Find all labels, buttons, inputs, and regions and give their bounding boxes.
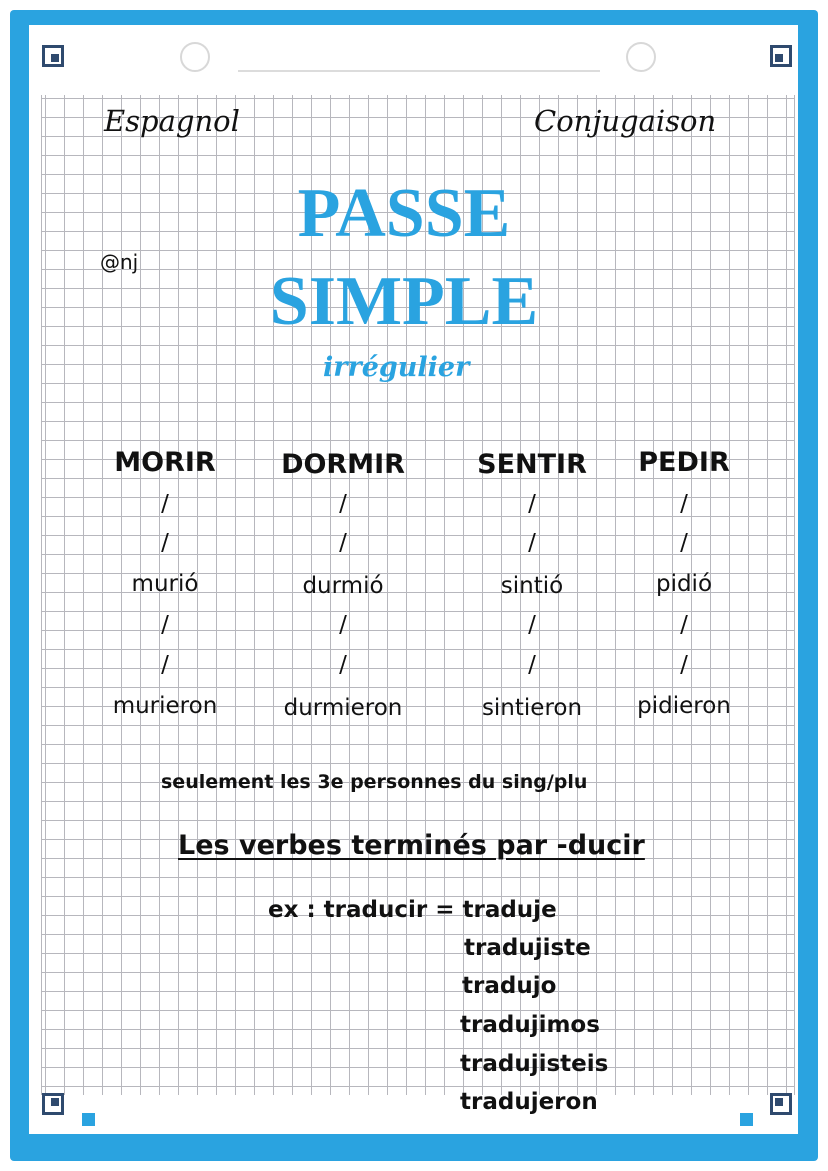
conjugation-cell: /: [680, 652, 688, 678]
conjugation-cell: durmió: [302, 573, 384, 599]
conjugation-cell: durmieron: [283, 695, 403, 721]
conjugation-cell: murió: [131, 571, 199, 597]
corner-dot-icon: [740, 1113, 753, 1126]
conjugation-cell: /: [161, 530, 169, 556]
conjugation-cell: /: [680, 612, 688, 638]
author-handle: @nj: [100, 250, 139, 274]
conjugation-cell: sintieron: [481, 695, 583, 721]
conjugation-cell: pidió: [655, 571, 713, 597]
conjugation-cell: /: [339, 491, 347, 517]
conjugation-cell: /: [528, 612, 536, 638]
verb-heading: MORIR: [114, 447, 216, 478]
conjugation-cell: /: [528, 491, 536, 517]
example-form: tradujiste: [464, 935, 591, 961]
corner-mark-icon: [770, 45, 792, 67]
conjugation-cell: /: [161, 491, 169, 517]
example-form: tradujisteis: [460, 1051, 609, 1077]
example-line: ex : traducir = traduje: [268, 897, 557, 923]
conjugation-cell: /: [339, 652, 347, 678]
example-form: tradujimos: [460, 1012, 600, 1038]
conjugation-cell: /: [339, 612, 347, 638]
example-form: tradujo: [462, 973, 557, 999]
page-title-line1: PASSE: [297, 175, 511, 252]
conjugation-cell: sintió: [500, 573, 564, 599]
conjugation-cell: /: [161, 652, 169, 678]
verb-heading: DORMIR: [281, 449, 405, 480]
conjugation-cell: /: [528, 652, 536, 678]
corner-dot-icon: [82, 1113, 95, 1126]
corner-mark-icon: [42, 45, 64, 67]
example-form: tradujeron: [460, 1089, 598, 1115]
binder-hole-left: [180, 42, 210, 72]
corner-mark-icon: [770, 1093, 792, 1115]
conjugation-cell: murieron: [112, 693, 218, 719]
binder-hole-right: [626, 42, 656, 72]
subject-label: Espagnol: [104, 104, 240, 138]
conjugation-cell: /: [161, 612, 169, 638]
top-rule: [238, 70, 600, 72]
verb-heading: PEDIR: [638, 447, 730, 478]
usage-note: seulement les 3e personnes du sing/plu: [161, 771, 588, 793]
conjugation-cell: /: [528, 530, 536, 556]
conjugation-cell: /: [680, 530, 688, 556]
corner-mark-icon: [42, 1093, 64, 1115]
section-heading: Les verbes terminés par -ducir: [178, 830, 645, 861]
page-subtitle: irrégulier: [323, 352, 470, 383]
page-title-line2: SIMPLE: [269, 263, 539, 340]
verb-heading: SENTIR: [477, 449, 587, 480]
conjugation-cell: /: [339, 530, 347, 556]
topic-label: Conjugaison: [534, 104, 717, 138]
conjugation-cell: pidieron: [637, 693, 731, 719]
conjugation-cell: /: [680, 491, 688, 517]
